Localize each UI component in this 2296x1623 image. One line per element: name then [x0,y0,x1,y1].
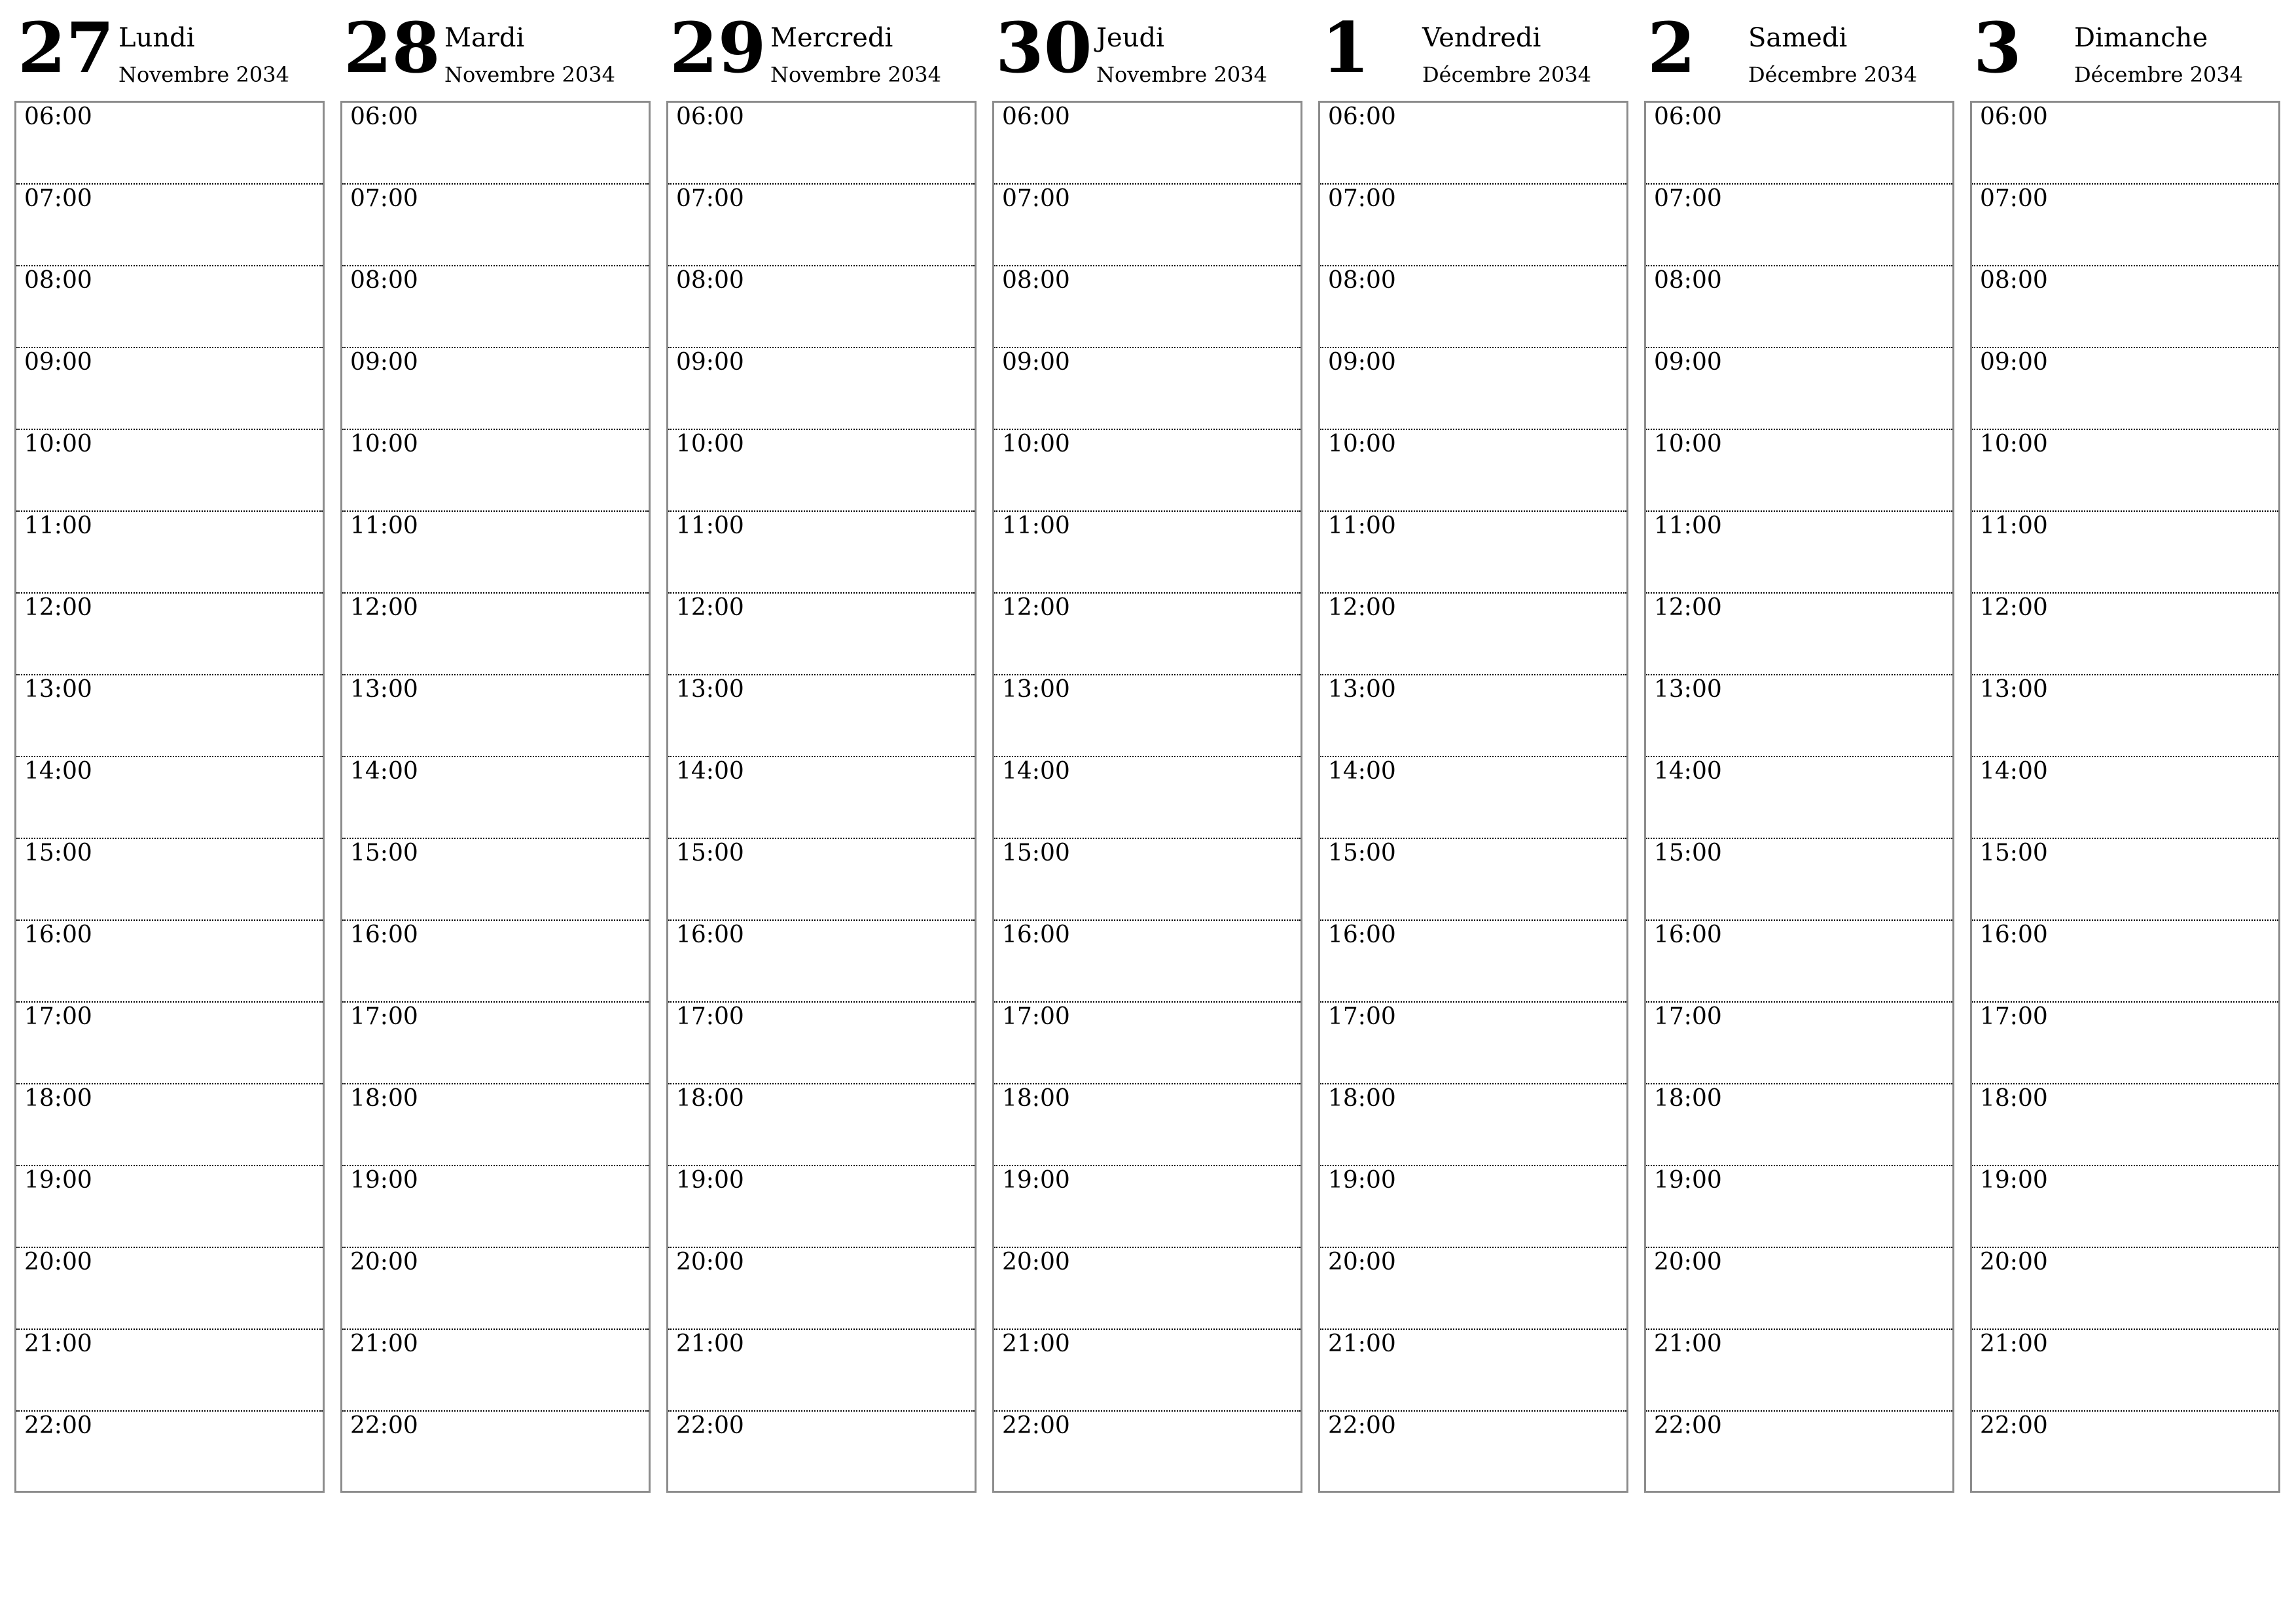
time-slot[interactable] [668,1412,975,1492]
day-column [1644,0,1956,1439]
time-slot-label: 21:00 [1002,1330,1070,1357]
time-slot-label: 08:00 [676,267,744,294]
time-slot[interactable] [994,266,1300,348]
time-slot[interactable] [1646,757,1952,839]
time-slot[interactable] [16,1330,323,1412]
time-slot-label: 21:00 [1328,1330,1396,1357]
time-slot[interactable] [342,430,649,512]
time-slot-label: 20:00 [1002,1249,1070,1275]
day-schedule-box [14,101,325,1493]
time-slot[interactable] [1320,1412,1626,1492]
time-slot[interactable] [994,430,1300,512]
month-year-label: Décembre 2034 [1422,62,1592,87]
time-slot[interactable] [668,594,975,675]
time-slot[interactable] [342,1330,649,1412]
time-slot-label: 17:00 [1002,1003,1070,1030]
time-slot-label: 09:00 [350,349,418,376]
time-slot-label: 06:00 [24,103,92,130]
time-slot-label: 11:00 [1654,512,1722,539]
time-slot[interactable] [668,921,975,1003]
month-year-label: Novembre 2034 [770,62,941,87]
time-slot-label: 13:00 [24,676,92,703]
time-slot[interactable] [1972,675,2278,757]
time-slot[interactable] [16,1003,323,1084]
time-slot-label: 15:00 [1654,840,1722,866]
day-number: 2 [1647,7,1696,88]
time-slot-label: 20:00 [1654,1249,1722,1275]
time-slot-label: 11:00 [676,512,744,539]
time-slot[interactable] [16,348,323,430]
time-slot[interactable] [1972,921,2278,1003]
time-slot-label: 06:00 [1328,103,1396,130]
time-slot[interactable] [1646,1330,1952,1412]
weekday-label: Samedi [1748,23,1848,53]
time-slot[interactable] [1320,103,1626,185]
time-slot-label: 14:00 [350,758,418,785]
time-slot-label: 07:00 [1980,185,2048,212]
time-slot[interactable] [994,348,1300,430]
time-slot[interactable] [1646,266,1952,348]
time-slot-label: 18:00 [1328,1085,1396,1112]
time-slot[interactable] [1320,1003,1626,1084]
time-slot[interactable] [16,185,323,266]
time-slot[interactable] [342,103,649,185]
time-slot-label: 09:00 [1654,349,1722,376]
time-slot[interactable] [1972,266,2278,348]
time-slot-label: 09:00 [1980,349,2048,376]
time-slot-label: 12:00 [1328,594,1396,621]
time-slot[interactable] [1972,348,2278,430]
time-slot[interactable] [1646,1084,1952,1166]
weekday-label: Lundi [118,23,195,53]
time-slot-label: 12:00 [676,594,744,621]
time-slot-label: 19:00 [1002,1167,1070,1194]
time-slot[interactable] [342,1248,649,1330]
time-slot-label: 10:00 [350,431,418,457]
time-slot[interactable] [1646,430,1952,512]
time-slot-label: 08:00 [350,267,418,294]
time-slot[interactable] [668,103,975,185]
time-slot[interactable] [1646,185,1952,266]
time-slot[interactable] [668,1248,975,1330]
time-slot-label: 14:00 [676,758,744,785]
time-slot[interactable] [16,757,323,839]
time-slot-label: 18:00 [24,1085,92,1112]
time-slot[interactable] [1646,1166,1952,1248]
time-slot-label: 07:00 [350,185,418,212]
time-slot-label: 11:00 [1328,512,1396,539]
day-schedule-box [992,101,1302,1493]
time-slot[interactable] [994,839,1300,921]
time-slot[interactable] [668,1003,975,1084]
time-slot[interactable] [342,1412,649,1492]
time-slot-label: 09:00 [676,349,744,376]
time-slot[interactable] [16,103,323,185]
day-column [340,0,653,1439]
time-slot[interactable] [16,266,323,348]
time-slot-label: 10:00 [1654,431,1722,457]
time-slot-label: 22:00 [1980,1412,2048,1439]
time-slot[interactable] [1646,103,1952,185]
time-slot-label: 15:00 [350,840,418,866]
time-slot[interactable] [994,1166,1300,1248]
time-slot[interactable] [1972,594,2278,675]
time-slot[interactable] [342,921,649,1003]
time-slot-label: 14:00 [24,758,92,785]
day-schedule-box [1318,101,1628,1493]
month-year-label: Novembre 2034 [444,62,615,87]
time-slot-label: 21:00 [1654,1330,1722,1357]
day-schedule-box [1970,101,2280,1493]
time-slot[interactable] [668,512,975,594]
time-slot-label: 06:00 [1002,103,1070,130]
time-slot-label: 14:00 [1654,758,1722,785]
time-slot-label: 08:00 [1654,267,1722,294]
time-slot-label: 14:00 [1002,758,1070,785]
time-slot-label: 22:00 [350,1412,418,1439]
time-slot-label: 21:00 [24,1330,92,1357]
time-slot[interactable] [16,921,323,1003]
time-slot-label: 16:00 [24,921,92,948]
time-slot-label: 09:00 [1328,349,1396,376]
day-number: 30 [996,7,1092,88]
time-slot-label: 10:00 [24,431,92,457]
time-slot-label: 18:00 [1002,1085,1070,1112]
time-slot-label: 15:00 [24,840,92,866]
time-slot[interactable] [1972,1166,2278,1248]
time-slot[interactable] [16,1412,323,1492]
time-slot[interactable] [668,430,975,512]
time-slot[interactable] [1320,675,1626,757]
time-slot-label: 16:00 [1980,921,2048,948]
day-header [14,0,327,101]
time-slot[interactable] [1320,921,1626,1003]
weekday-label: Jeudi [1096,23,1164,53]
time-slot[interactable] [1320,348,1626,430]
time-slot-label: 07:00 [676,185,744,212]
time-slot[interactable] [994,512,1300,594]
time-slot[interactable] [1320,1084,1626,1166]
time-slot-label: 13:00 [350,676,418,703]
time-slot[interactable] [16,512,323,594]
time-slot[interactable] [342,1003,649,1084]
time-slot[interactable] [994,675,1300,757]
time-slot[interactable] [1646,348,1952,430]
time-slot-label: 18:00 [1980,1085,2048,1112]
day-number: 27 [18,7,115,88]
time-slot[interactable] [994,1248,1300,1330]
time-slot[interactable] [1646,1248,1952,1330]
time-slot-label: 08:00 [1002,267,1070,294]
day-header [340,0,653,101]
time-slot[interactable] [668,1084,975,1166]
time-slot-label: 20:00 [1328,1249,1396,1275]
day-schedule-box [666,101,977,1493]
time-slot[interactable] [994,1003,1300,1084]
time-slot-label: 12:00 [24,594,92,621]
day-header [1970,0,2282,101]
time-slot[interactable] [1972,1412,2278,1492]
time-slot-label: 19:00 [676,1167,744,1194]
time-slot-label: 12:00 [1002,594,1070,621]
time-slot-label: 10:00 [676,431,744,457]
time-slot-label: 22:00 [24,1412,92,1439]
time-slot[interactable] [994,185,1300,266]
time-slot[interactable] [342,1084,649,1166]
time-slot[interactable] [1646,594,1952,675]
time-slot-label: 12:00 [350,594,418,621]
time-slot[interactable] [1320,430,1626,512]
time-slot[interactable] [342,594,649,675]
weekday-label: Mardi [444,23,525,53]
time-slot-label: 18:00 [1654,1085,1722,1112]
time-slot[interactable] [1320,185,1626,266]
time-slot[interactable] [994,757,1300,839]
time-slot[interactable] [1972,757,2278,839]
time-slot-label: 10:00 [1002,431,1070,457]
time-slot[interactable] [994,103,1300,185]
time-slot-label: 16:00 [1654,921,1722,948]
time-slot-label: 20:00 [350,1249,418,1275]
time-slot[interactable] [668,1330,975,1412]
time-slot[interactable] [1646,1412,1952,1492]
time-slot[interactable] [1320,594,1626,675]
time-slot[interactable] [16,594,323,675]
time-slot[interactable] [668,266,975,348]
day-schedule-box [340,101,651,1493]
day-column [14,0,327,1439]
time-slot[interactable] [994,1084,1300,1166]
time-slot-label: 16:00 [350,921,418,948]
time-slot-label: 15:00 [1002,840,1070,866]
day-column [666,0,978,1439]
weekday-label: Vendredi [1422,23,1541,53]
time-slot[interactable] [1646,512,1952,594]
time-slot-label: 19:00 [1654,1167,1722,1194]
time-slot-label: 19:00 [1328,1167,1396,1194]
time-slot[interactable] [16,430,323,512]
time-slot-label: 13:00 [1328,676,1396,703]
time-slot[interactable] [1320,266,1626,348]
time-slot-label: 19:00 [350,1167,418,1194]
time-slot-label: 16:00 [1002,921,1070,948]
time-slot-label: 15:00 [676,840,744,866]
time-slot[interactable] [1320,1166,1626,1248]
time-slot[interactable] [16,1084,323,1166]
time-slot[interactable] [1972,839,2278,921]
time-slot[interactable] [1972,103,2278,185]
time-slot-label: 10:00 [1980,431,2048,457]
time-slot-label: 07:00 [1002,185,1070,212]
time-slot[interactable] [1972,1003,2278,1084]
time-slot-label: 11:00 [24,512,92,539]
time-slot-label: 22:00 [676,1412,744,1439]
time-slot-label: 22:00 [1654,1412,1722,1439]
time-slot[interactable] [1646,839,1952,921]
time-slot-label: 06:00 [350,103,418,130]
time-slot[interactable] [668,675,975,757]
time-slot-label: 14:00 [1328,758,1396,785]
time-slot[interactable] [1320,1330,1626,1412]
day-header [1644,0,1956,101]
time-slot[interactable] [1320,1248,1626,1330]
time-slot[interactable] [668,348,975,430]
time-slot-label: 18:00 [350,1085,418,1112]
time-slot[interactable] [994,1330,1300,1412]
time-slot[interactable] [1972,185,2278,266]
time-slot[interactable] [342,839,649,921]
weekday-label: Mercredi [770,23,893,53]
time-slot[interactable] [994,594,1300,675]
time-slot[interactable] [1320,757,1626,839]
time-slot-label: 07:00 [1654,185,1722,212]
time-slot[interactable] [1646,675,1952,757]
month-year-label: Décembre 2034 [1748,62,1918,87]
day-column [1318,0,1630,1439]
time-slot-label: 16:00 [1328,921,1396,948]
month-year-label: Novembre 2034 [118,62,289,87]
time-slot-label: 21:00 [676,1330,744,1357]
time-slot-label: 15:00 [1328,840,1396,866]
day-header [666,0,978,101]
time-slot[interactable] [1972,1330,2278,1412]
time-slot[interactable] [1320,512,1626,594]
time-slot[interactable] [994,1412,1300,1492]
time-slot-label: 09:00 [24,349,92,376]
time-slot[interactable] [1646,921,1952,1003]
time-slot-label: 08:00 [1980,267,2048,294]
day-number: 1 [1321,7,1370,88]
time-slot-label: 17:00 [676,1003,744,1030]
time-slot-label: 06:00 [1980,103,2048,130]
time-slot[interactable] [1972,430,2278,512]
time-slot-label: 16:00 [676,921,744,948]
time-slot[interactable] [342,1166,649,1248]
time-slot-label: 15:00 [1980,840,2048,866]
time-slot-label: 14:00 [1980,758,2048,785]
time-slot-label: 18:00 [676,1085,744,1112]
time-slot[interactable] [668,185,975,266]
time-slot[interactable] [1972,512,2278,594]
time-slot[interactable] [342,348,649,430]
time-slot[interactable] [994,921,1300,1003]
day-schedule-box [1644,101,1954,1493]
month-year-label: Décembre 2034 [2074,62,2244,87]
time-slot-label: 17:00 [1654,1003,1722,1030]
time-slot-label: 10:00 [1328,431,1396,457]
time-slot-label: 07:00 [1328,185,1396,212]
time-slot[interactable] [342,512,649,594]
time-slot-label: 19:00 [1980,1167,2048,1194]
time-slot-label: 12:00 [1654,594,1722,621]
month-year-label: Novembre 2034 [1096,62,1267,87]
time-slot[interactable] [16,675,323,757]
time-slot-label: 22:00 [1328,1412,1396,1439]
day-number: 28 [344,7,440,88]
time-slot-label: 13:00 [1654,676,1722,703]
time-slot-label: 19:00 [24,1167,92,1194]
time-slot[interactable] [1646,1003,1952,1084]
time-slot[interactable] [16,1248,323,1330]
time-slot-label: 20:00 [676,1249,744,1275]
day-column [992,0,1304,1439]
time-slot[interactable] [342,675,649,757]
time-slot-label: 17:00 [1328,1003,1396,1030]
time-slot[interactable] [668,757,975,839]
time-slot-label: 11:00 [1980,512,2048,539]
day-column [1970,0,2282,1439]
time-slot-label: 17:00 [1980,1003,2048,1030]
time-slot-label: 07:00 [24,185,92,212]
time-slot[interactable] [668,1166,975,1248]
time-slot-label: 13:00 [1002,676,1070,703]
time-slot[interactable] [1972,1248,2278,1330]
time-slot-label: 21:00 [1980,1330,2048,1357]
time-slot[interactable] [668,839,975,921]
day-header [992,0,1304,101]
time-slot-label: 06:00 [1654,103,1722,130]
time-slot-label: 20:00 [1980,1249,2048,1275]
time-slot[interactable] [1320,839,1626,921]
time-slot-label: 09:00 [1002,349,1070,376]
time-slot[interactable] [342,185,649,266]
time-slot-label: 12:00 [1980,594,2048,621]
time-slot-label: 08:00 [1328,267,1396,294]
time-slot-label: 11:00 [350,512,418,539]
day-header [1318,0,1630,101]
time-slot[interactable] [16,839,323,921]
weekday-label: Dimanche [2074,23,2208,53]
time-slot-label: 13:00 [1980,676,2048,703]
time-slot-label: 11:00 [1002,512,1070,539]
time-slot-label: 13:00 [676,676,744,703]
time-slot-label: 20:00 [24,1249,92,1275]
time-slot-label: 17:00 [24,1003,92,1030]
time-slot-label: 21:00 [350,1330,418,1357]
time-slot-label: 22:00 [1002,1412,1070,1439]
time-slot[interactable] [342,757,649,839]
time-slot[interactable] [16,1166,323,1248]
day-number: 3 [1973,7,2022,88]
time-slot[interactable] [342,266,649,348]
time-slot-label: 17:00 [350,1003,418,1030]
time-slot-label: 08:00 [24,267,92,294]
time-slot[interactable] [1972,1084,2278,1166]
time-slot-label: 06:00 [676,103,744,130]
day-number: 29 [670,7,766,88]
